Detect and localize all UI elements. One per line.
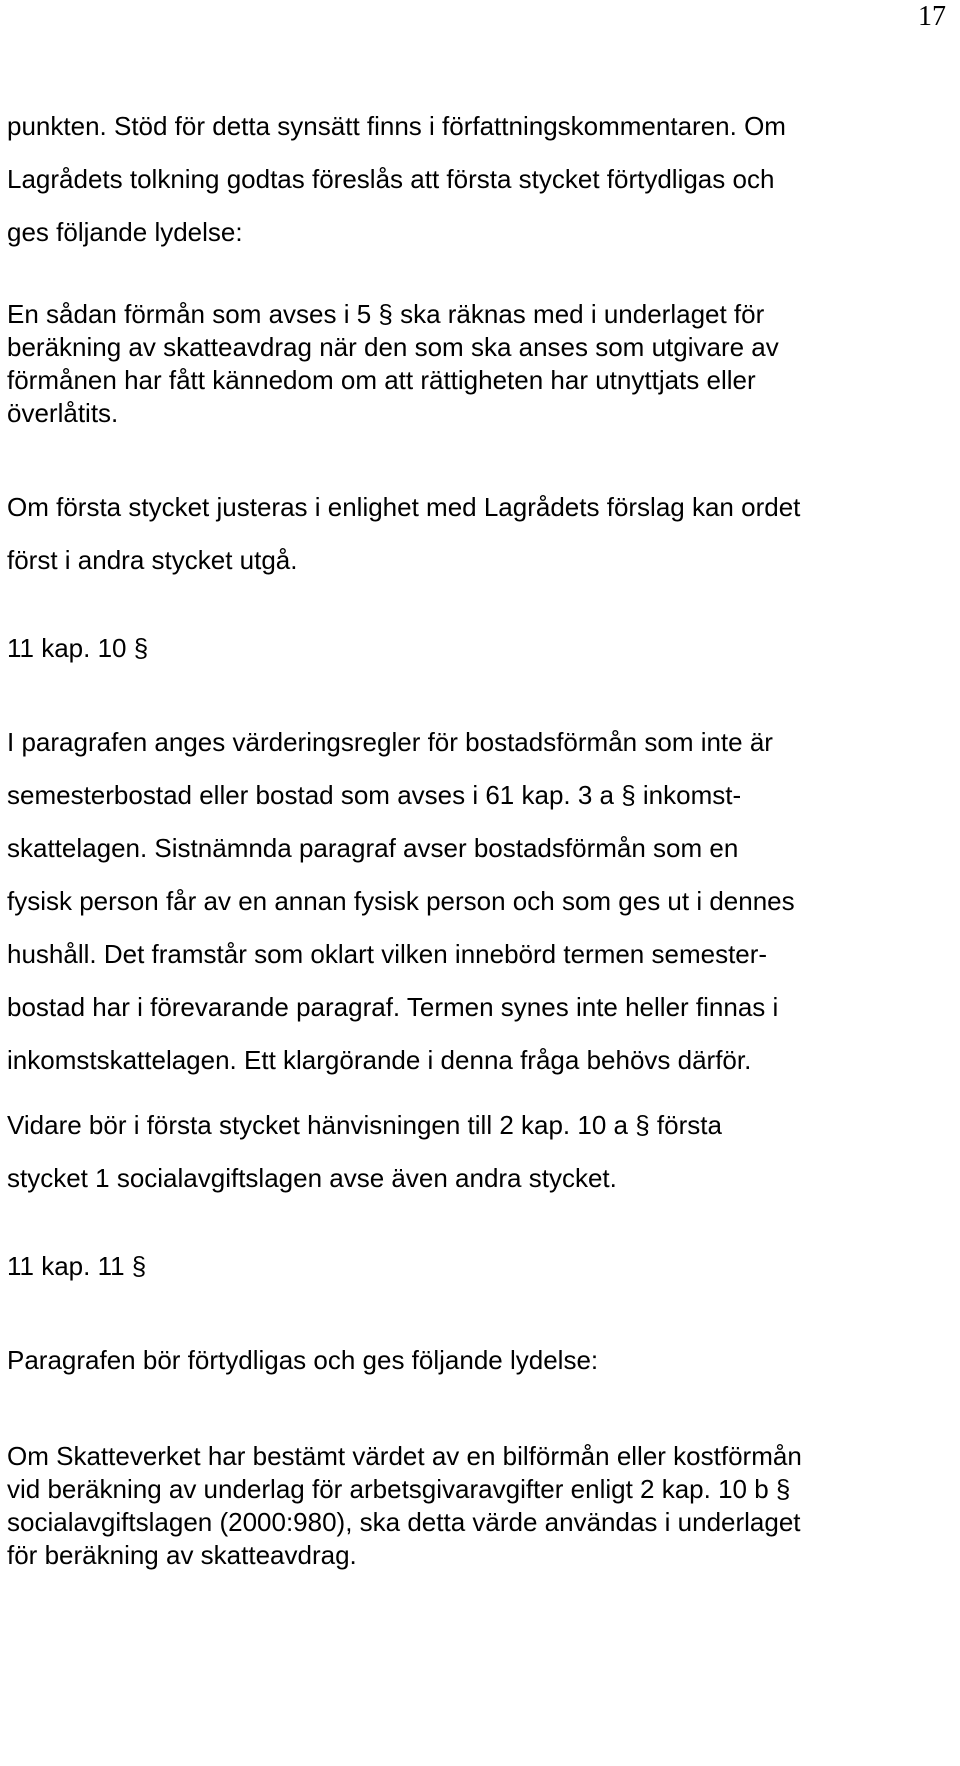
paragraph-adjustment: [7, 481, 946, 587]
quoted-provision-2: [7, 1440, 946, 1572]
text-line: I paragrafen anges värderingsregler för bostadsförmån som inte är: [7, 727, 773, 757]
paragraph-valuation-rules: [7, 716, 946, 1087]
text-line: för beräkning av skatteavdrag.: [7, 1540, 357, 1570]
text-line: En sådan förmån som avses i 5 § ska räknas med i underlaget för: [7, 299, 765, 329]
text-line: först i andra stycket utgå.: [7, 545, 298, 575]
page-number: 17: [918, 1, 946, 32]
text-line: hushåll. Det framstår som oklart vilken innebörd termen semester-: [7, 939, 768, 969]
text-line: stycket 1 socialavgiftslagen avse även andra stycket.: [7, 1163, 617, 1193]
text-line: inkomstskattelagen. Ett klargörande i denna fråga behövs därför.: [7, 1045, 752, 1075]
paragraph-clarify: [7, 1334, 946, 1387]
text-line: Vidare bör i första stycket hänvisningen till 2 kap. 10 a § första: [7, 1110, 722, 1140]
text-line: bostad har i förevarande paragraf. Termen synes inte heller finnas i: [7, 992, 779, 1022]
text-line: överlåtits.: [7, 398, 119, 428]
text-line: Om Skatteverket har bestämt värdet av en bilförmån eller kostförmån: [7, 1441, 802, 1471]
paragraph-reference: [7, 1099, 946, 1205]
text-line: Lagrådets tolkning godtas föreslås att första stycket förtydligas och: [7, 164, 775, 194]
quoted-provision-1: [7, 298, 946, 430]
text-line: beräkning av skatteavdrag när den som ska anses som utgivare av: [7, 332, 779, 362]
text-line: Om första stycket justeras i enlighet med Lagrådets förslag kan ordet: [7, 492, 801, 522]
text-line: förmånen har fått kännedom om att rättigheten har utnyttjats eller: [7, 365, 756, 395]
text-line: punkten. Stöd för detta synsätt finns i författningskommentaren. Om: [7, 111, 786, 141]
text-line: Paragrafen bör förtydligas och ges följande lydelse:: [7, 1345, 599, 1375]
text-line: skattelagen. Sistnämnda paragraf avser bostadsförmån som en: [7, 833, 739, 863]
section-heading-11: [7, 1240, 946, 1293]
text-line: ges följande lydelse:: [7, 217, 243, 247]
text-line: vid beräkning av underlag för arbetsgivaravgifter enligt 2 kap. 10 b §: [7, 1474, 791, 1504]
text-line: semesterbostad eller bostad som avses i 61 kap. 3 a § inkomst-: [7, 780, 742, 810]
paragraph-intro: [7, 100, 946, 259]
section-heading-text: 11 kap. 10 §: [7, 633, 149, 663]
section-heading-10: [7, 622, 946, 675]
text-line: fysisk person får av en annan fysisk person och som ges ut i dennes: [7, 886, 795, 916]
text-line: socialavgiftslagen (2000:980), ska detta värde användas i underlaget: [7, 1507, 801, 1537]
section-heading-text: 11 kap. 11 §: [7, 1251, 147, 1281]
